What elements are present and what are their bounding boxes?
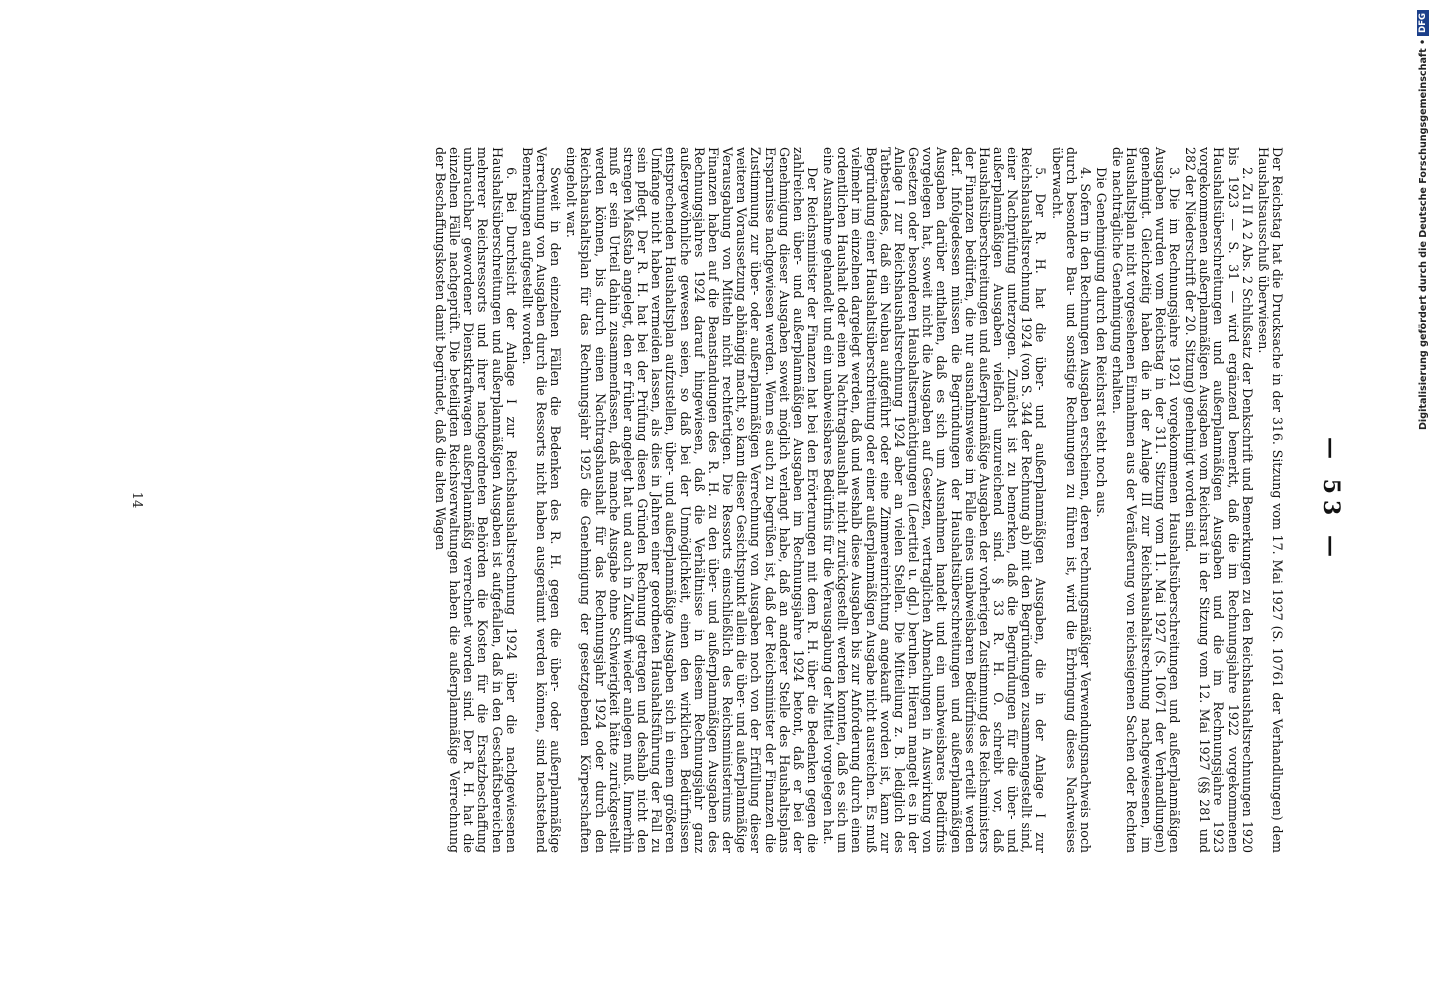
page-number: — 53 —: [1318, 437, 1344, 563]
credit-text: Digitalisierung gefördert durch die Deutsche Forschungsgemeinschaft •: [1417, 38, 1429, 431]
digitization-credit: [1414, 10, 1432, 431]
paragraph: Die Genehmigung durch den Reichsrat steht noch aus.: [1094, 167, 1110, 518]
paragraph: Soweit in den einzelnen Fällen die Bedenken des R. H. gegen die über- oder außerplanmäßige Verrechnung von Ausgaben durch die Ressorts nicht haben ausgeräumt werden können, sind nachstehend Bemerkungen aufgestellt worden.: [519, 147, 564, 853]
paragraph: 4. Sofern in den Rechnungen Ausgaben erscheinen, deren rechnungsmäßiger Verwendungsnachweis noch durch besondere Bau- und sonstige Rechnungen zu führen ist, wird die Erbringung dieses Nachweises überwacht.: [1049, 147, 1093, 853]
dfg-logo: DFG: [1417, 10, 1429, 36]
page-header: [1318, 0, 1344, 1000]
paragraph: 2. Zu II A 2 Abs. 2 Schlußsatz der Denkschrift und Bemerkungen zu den Reichshaushaltsrechnungen 1920 bis 1923 — S. 31 — wird ergänzend bemerkt, daß die im Rechnungsjahre 1922 vorgekommenen Haushaltsüberschreitungen und außerplanmäßigen Ausgaben und die im Rechnungsjahre 1923 vorgekommenen außerplanmäßigen Ausgaben vom Reichsrat in der Sitzung vom 12. Mai 1927 (§§ 281 und 282 der Niederschrift der 20. Sitzung) genehmigt worden sind.: [1183, 147, 1255, 853]
paragraph: 5. Der R. H. hat die über- und außerplanmäßigen Ausgaben, die in der Anlage I zur Reichshaushaltsrechnung 1924 (von S. 344 der Rechnung ab) mit den Begründungen zusammengestellt sind, einer Nachprüfung unterzogen. Zunächst ist zu bemerken, daß die Begründungen für die über- und außerplanmäßigen Ausgaben vielfach unzureichend sind. § 33 R. H. O. schreibt vor, daß Haushaltsüberschreitungen und außerplanmäßige Ausgaben der vorherigen Zustimmung des Reichsministers der Finanzen bedürfen, die nur ausnahmsweise im Falle eines unabweisbaren Bedürfnisses erteilt werden darf. Infolgedessen müssen die Begründungen der Haushaltsüberschreitungen und außerplanmäßigen Ausgaben darüber enthalten, daß es sich um Ausnahmen handelt und ein unabweisbares Bedürfnis vorgelegen hat, soweit nicht die Ausgaben auf Gesetzen, vertraglichen Abmachungen in Auswirkung von Gesetzen oder besonderen Haushaltsermächtigungen (Leertitel u. dgl.) beruhen. Hieran mangelt es in der Anlage I zur Reichshaushaltsrechnung 1924 aber an vielen Stellen. Die Mitteilung z. B. lediglich des Tatbestandes, daß ein Neubau aufgeführt oder eine Zimmereinrichtung angekauft worden ist, kann zur Begründung einer Haushaltsüberschreitung oder einer außerplanmäßigen Ausgabe nicht ausreichen. Es muß vielmehr im einzelnen dargelegt werden, daß und weshalb diese Ausgaben bis zur Anforderung durch einen ordentlichen Haushalt oder einen Nachtragshaushalt nicht zurückgestellt werden konnten, daß es sich um eine Ausnahme gehandelt und ein unabweisbares Bedürfnis für die Verausgabung der Mittel vorgelegen hat.: [821, 147, 1049, 853]
paragraph: Der Reichstag hat die Drucksache in der 316. Sitzung vom 17. Mai 1927 (S. 10761 der Verhandlungen) dem Haushaltsausschuß überwiesen.: [1255, 147, 1285, 853]
page-body: [431, 147, 1284, 853]
signature-number: 14: [129, 491, 144, 509]
paragraph: 6. Bei Durchsicht der Anlage I zur Reichshaushaltsrechnung 1924 über die nachgewiesenen Haushaltsüberschreitungen und außerplanmäßigen Ausgaben ist aufgefallen, daß in den Geschäftsbereichen mehrerer Reichsressorts und ihrer nachgeordneten Behörden die Kosten für die Ersatzbeschaffung unbrauchbar gewordener Dienstkraftwagen außerplanmäßig verrechnet worden sind. Der R. H. hat die einzelnen Fälle nachgeprüft. Die beteiligten Reichsverwaltungen haben die außerplanmäßige Verrechnung der Beschaffungskosten damit begründet, daß die alten Wagen: [432, 147, 519, 853]
paragraph: Der Reichsminister der Finanzen hat bei den Erörterungen mit dem R. H. über die Bedenken gegen die zahlreichen über- und außerplanmäßigen Ausgaben im Rechnungsjahre 1924 betont, daß er bei der Genehmigung dieser Ausgaben soweit möglich verlangt habe, daß an anderer Stelle des Haushaltsplans Ersparnisse nachgewiesen werden. Wenn es auch zu begrüßen ist, daß der Reichsminister der Finanzen die Zustimmung zur über- oder außerplanmäßigen Verrechnung von Ausgaben noch von der Erfüllung dieser weiteren Voraussetzung abhängig macht, so kann dieser Gesichtspunkt allein die über- und außerplanmäßige Verausgabung von Mitteln nicht rechtfertigen. Die Ressorts einschließlich des Reichsministeriums der Finanzen haben auf die Beanstandungen des R. H. zu den über- und außerplanmäßigen Ausgaben des Rechnungsjahres 1924 darauf hingewiesen, daß die Verhältnisse in diesem Rechnungsjahr ganz außergewöhnliche gewesen seien, so daß bei der Unmöglichkeit, einen den wirklichen Bedürfnissen entsprechenden Haushaltsplan aufzustellen, über- und außerplanmäßige Ausgaben sich in einem größeren Umfange nicht haben vermeiden lassen, als dies in Jahren einer geordneten Haushaltsführung der Fall zu sein pflegt. Der R. H. hat bei der Prüfung diesen Gründen Rechnung getragen und deshalb nicht den strengen Maßstab angelegt, den er früher angelegt hat und auch in Zukunft wieder anlegen muß. Immerhin muß er sein Urteil dahin zusammenfassen, daß manche Ausgabe ohne Schwierigkeit hätte zurückgestellt werden können, bis durch einen Nachtragshaushalt für das Rechnungsjahr 1924 oder durch den Reichshaushaltsplan für das Rechnungsjahr 1925 die Genehmigung der gesetzgebenden Körperschaften eingeholt war.: [564, 147, 820, 853]
paragraph: 3. Die im Rechnungsjahre 1921 vorgekommenen Haushaltsüberschreitungen und außerplanmäßigen Ausgaben wurden vom Reichstag in der 311. Sitzung vom 11. Mai 1927 (S. 10671 der Verhandlungen) genehmigt. Gleichzeitig haben die in der Anlage III zur Reichshaushaltsrechnung nachgewiesenen, im Haushaltsplan nicht vorgesehenen Einnahmen aus der Veräußerung von reichseigenen Sachen oder Rechten die nachträgliche Genehmigung erhalten.: [1110, 147, 1182, 853]
